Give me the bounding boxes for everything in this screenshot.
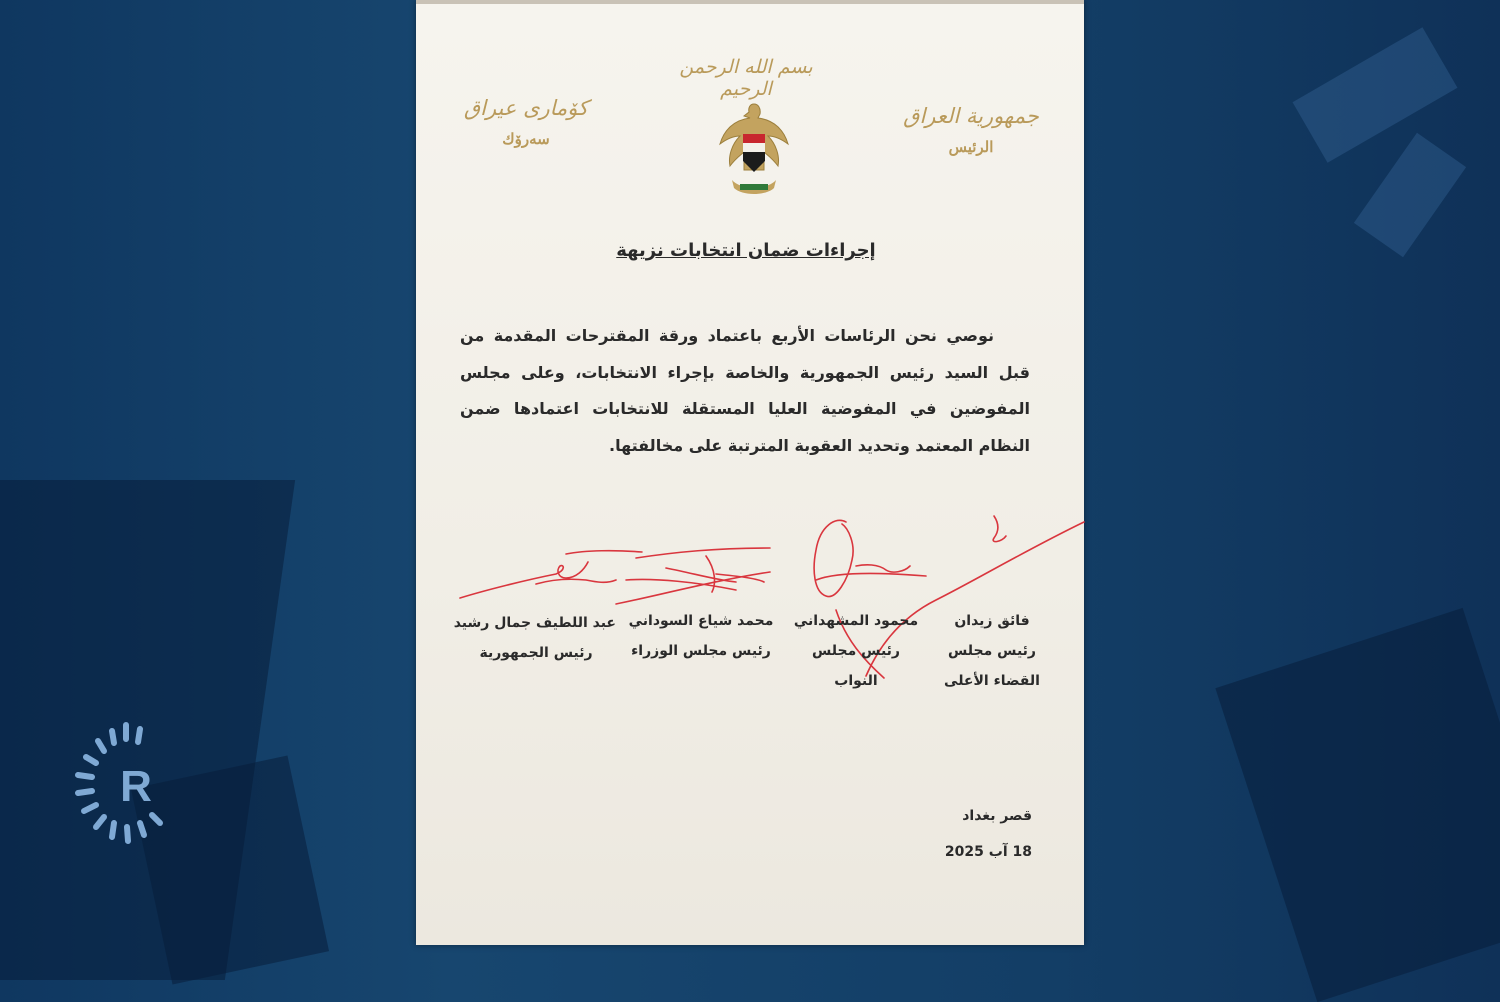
- signatory-zaidan: [932, 606, 1052, 696]
- signatory-name: عبد اللطيف جمال رشيد: [453, 615, 616, 631]
- signature-rashid: [460, 551, 642, 598]
- document-paper: [416, 0, 1084, 945]
- document-title: إجراءات ضمان انتخابات نزيهة: [616, 240, 876, 261]
- signatory-title: رئيس مجلس: [948, 643, 1036, 659]
- svg-text:R: R: [120, 762, 152, 811]
- signatory-sudani: [626, 606, 776, 666]
- signatory-title: رئيس مجلس النواب: [812, 643, 900, 689]
- letterhead-kurdish-title: کۆماری عیراق: [463, 96, 589, 120]
- signatory-name: محمد شياع السوداني: [628, 613, 774, 629]
- rudaw-r-logo-icon: [68, 715, 180, 847]
- document-place: قصر بغداد: [962, 808, 1032, 824]
- signatory-title: رئيس الجمهورية: [479, 645, 593, 661]
- iraq-eagle-emblem-icon: [714, 100, 794, 202]
- bg-shape-right-2: [1354, 133, 1466, 258]
- letterhead-arabic-title: جمهورية العراق: [903, 104, 1039, 128]
- signatory-rashid: [453, 608, 616, 668]
- signatory-name: فائق زيدان: [954, 613, 1030, 629]
- signatory-name: محمود المشهداني: [793, 613, 919, 629]
- letterhead-kurdish: [446, 96, 606, 148]
- signatory-title-line2: القضاء الأعلى: [944, 673, 1040, 689]
- signatory-title: رئيس مجلس الوزراء: [631, 643, 771, 659]
- letterhead-arabic-subtitle: الرئيس: [948, 138, 994, 156]
- signature-sudani: [616, 548, 770, 604]
- bg-shape-right-1: [1293, 27, 1458, 163]
- letterhead-kurdish-subtitle: سەرۆك: [502, 130, 550, 148]
- signature-mashhadani: [814, 520, 926, 596]
- bg-shape-right-3: [1215, 608, 1500, 1002]
- signatory-mashhadani: [788, 606, 924, 696]
- document-date: 18 آب 2025: [944, 844, 1032, 860]
- letterhead-arabic: [886, 104, 1056, 156]
- document-body: نوصي نحن الرئاسات الأربع باعتماد ورقة المقترحات المقدمة من قبل السيد رئيس الجمهورية والخاصة بإجراء الانتخابات، وعلى مجلس المفوضين في المفوضية العليا المستقلة للانتخابات اعتمادها ضمن النظام المعتمد وتحديد العقوبة المترتبة على مخالفتها.: [460, 326, 1030, 455]
- document-footer: [936, 798, 1032, 870]
- paper-top-edge: [416, 0, 1084, 4]
- basmala: بسم الله الرحمن الرحيم: [679, 56, 813, 100]
